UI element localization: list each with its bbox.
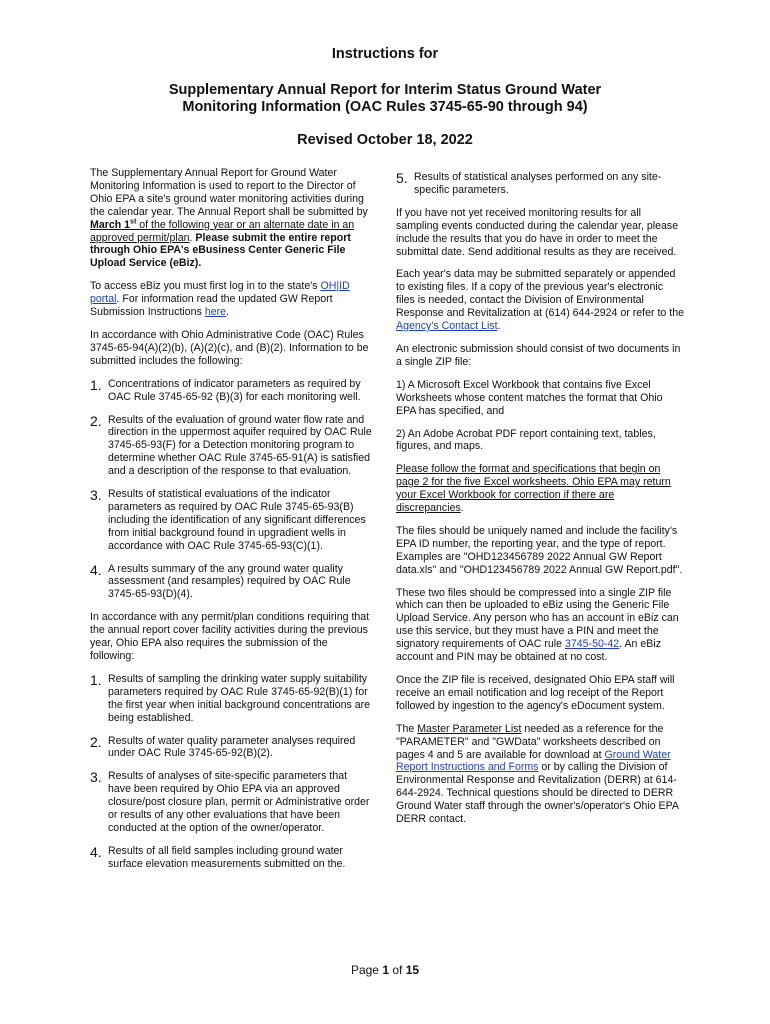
list-item: 3. Results of statistical evaluations of the indicator parameters as required by OAC Rule 3745-65-93(B) including the identification of any significant differences from initial background found in upgradient wells in accordance with OAC Rule 3745-65-93(C)(1). xyxy=(90,487,366,552)
receipt-paragraph: Once the ZIP file is received, designated Ohio EPA staff will receive an email notification and log receipt of the Report followed by ingestion to the agency's eDocument system. xyxy=(396,674,675,712)
document-title-line1: Supplementary Annual Report for Interim Status Ground Water xyxy=(168,82,602,98)
oac-rule-link[interactable]: 3745-50-42 xyxy=(564,638,620,651)
parameter-list-paragraph: The Master Parameter List needed as a reference for the "PARAMETER" and "GWData" worksheets described on pages 4 and 5 are available for download at Ground Water Report Instructions and Forms or by calling the Division of Environmental Response and Revitalization (DERR) at 614-644-2924. Technical questions should be directed to DERR Ground Water staff through the owner's/operator's Ohio EPA DERR contact. xyxy=(396,722,679,826)
access-paragraph: To access eBiz you must first log in to the state's OH|ID portal. For information read the updated GW Report Submission Instructions here. xyxy=(90,280,350,319)
ohid-portal-link[interactable]: OH|ID portal xyxy=(90,280,350,306)
list-item: 4. A results summary of the any ground water quality assessment (and resamples) required by OAC Rule 3745-65-93(D)(4). xyxy=(90,561,351,601)
results-paragraph: If you have not yet received monitoring results for all sampling events conducted during the calendar year, please include the results that you do have in order to meet the submittal date. Send additional results as they are received. xyxy=(396,206,679,258)
ebiz-instruction: Please submit the entire report through Ohio EPA's eBusiness Center Generic File Upload Service (eBiz). xyxy=(90,231,351,270)
permit-paragraph: In accordance with any permit/plan conditions requiring that the annual report cover facility activities during the previous year, Ohio EPA also requires the submission of the following: xyxy=(90,611,370,662)
due-date: March 1st xyxy=(90,218,137,231)
left-column xyxy=(90,167,372,881)
pdf-paragraph: 2) An Adobe Acrobat PDF report containing text, tables, figures, and maps. xyxy=(396,427,656,453)
list-item: 1. Results of sampling the drinking water supply suitability parameters required by OAC Rule 3745-65-92(B)(1) for the first year when initial background concentrations are being established. xyxy=(90,671,371,724)
list-item: 1. Concentrations of indicator parameters as required by OAC Rule 3745-65-92 (B)(3) for each monitoring well. xyxy=(90,376,361,403)
naming-paragraph: The files should be uniquely named and include the facility's EPA ID number, the reporting year, and the type of report. Examples are "OHD123456789 2022 Annual GW Report data.xls" and "OHD123456789 2022 Annual GW Report.pdf". xyxy=(396,524,683,576)
document-title-line2: Monitoring Information (OAC Rules 3745-65-90 through 94) xyxy=(182,99,588,115)
list-item: 2. Results of water quality parameter analyses required under OAC Rule 3745-65-92(B)(2). xyxy=(90,733,356,760)
list-item: 3. Results of analyses of site-specific parameters that have been required by Ohio EPA via an approved closure/post closure plan, permit or Administrative order or results of any other evaluations that have been conducted at the option of the owner/operator. xyxy=(90,769,370,834)
revised-date: Revised October 18, 2022 xyxy=(297,132,473,148)
excel-paragraph: 1) A Microsoft Excel Workbook that contains five Excel Worksheets whose content matches the format that Ohio EPA has specified, and xyxy=(396,378,663,417)
intro-paragraph: The Supplementary Annual Report for Ground Water Monitoring Information is used to report to the Director of Ohio EPA a site's ground water monitoring activities during the calendar year. The Annual Report shall be submitted by March 1st of the following year or an alternate date in an approved permit/plan. Please submit the entire report through Ohio EPA's eBusiness Center Generic File Upload Service (eBiz). xyxy=(90,167,368,270)
format-paragraph: Please follow the format and specifications that begin on page 2 for the five Excel worksheets. Ohio EPA may return your Excel Workbook for correction if there are discrepancies. xyxy=(396,463,671,515)
submission-paragraph: An electronic submission should consist of two documents in a single ZIP file: xyxy=(396,342,681,368)
instructions-here-link[interactable]: here xyxy=(204,306,227,319)
list-item: 4. Results of all field samples including ground water surface elevation measurements submitted on the. xyxy=(90,843,346,870)
header-line: Instructions for xyxy=(331,46,439,62)
zip-paragraph: These two files should be compressed into a single ZIP file which can then be uploaded to eBiz using the Generic File Upload Service. Any person who has an account in eBiz can use this service, but they must have a PIN and meet the signatory requirements of OAC rule 3745-50-42. An eBiz account and PIN may be obtained at no cost. xyxy=(396,586,679,664)
right-column xyxy=(396,171,684,836)
contact-list-link[interactable]: Agency's Contact List xyxy=(396,320,498,333)
data-paragraph: Each year's data may be submitted separately or appended to existing files. If a copy of the previous year's electronic files is needed, contact the Division of Environmental Response and Revitalization at (614) 644-2924 or refer to the Agency's Contact List. xyxy=(396,268,684,333)
oac-paragraph: In accordance with Ohio Administrative Code (OAC) Rules 3745-65-94(A)(2)(b), (A)(2)(c), and (B)(2). Information to be submitted includes the following: xyxy=(90,328,369,367)
instructions-forms-link[interactable]: Ground Water Report Instructions and Forms xyxy=(396,748,671,774)
list-item: 5. Results of statistical analyses performed on any site-specific parameters. xyxy=(396,170,662,196)
page-footer: Page 1 of 15 xyxy=(350,963,420,977)
list-item: 2. Results of the evaluation of ground water flow rate and direction in the uppermost aquifer required by OAC Rule 3745-65-93(F) for a Detection monitoring program to determine whether OAC Rule 3745-65-91(A) is satisfied and a description of the response to that evaluation. xyxy=(90,412,372,478)
